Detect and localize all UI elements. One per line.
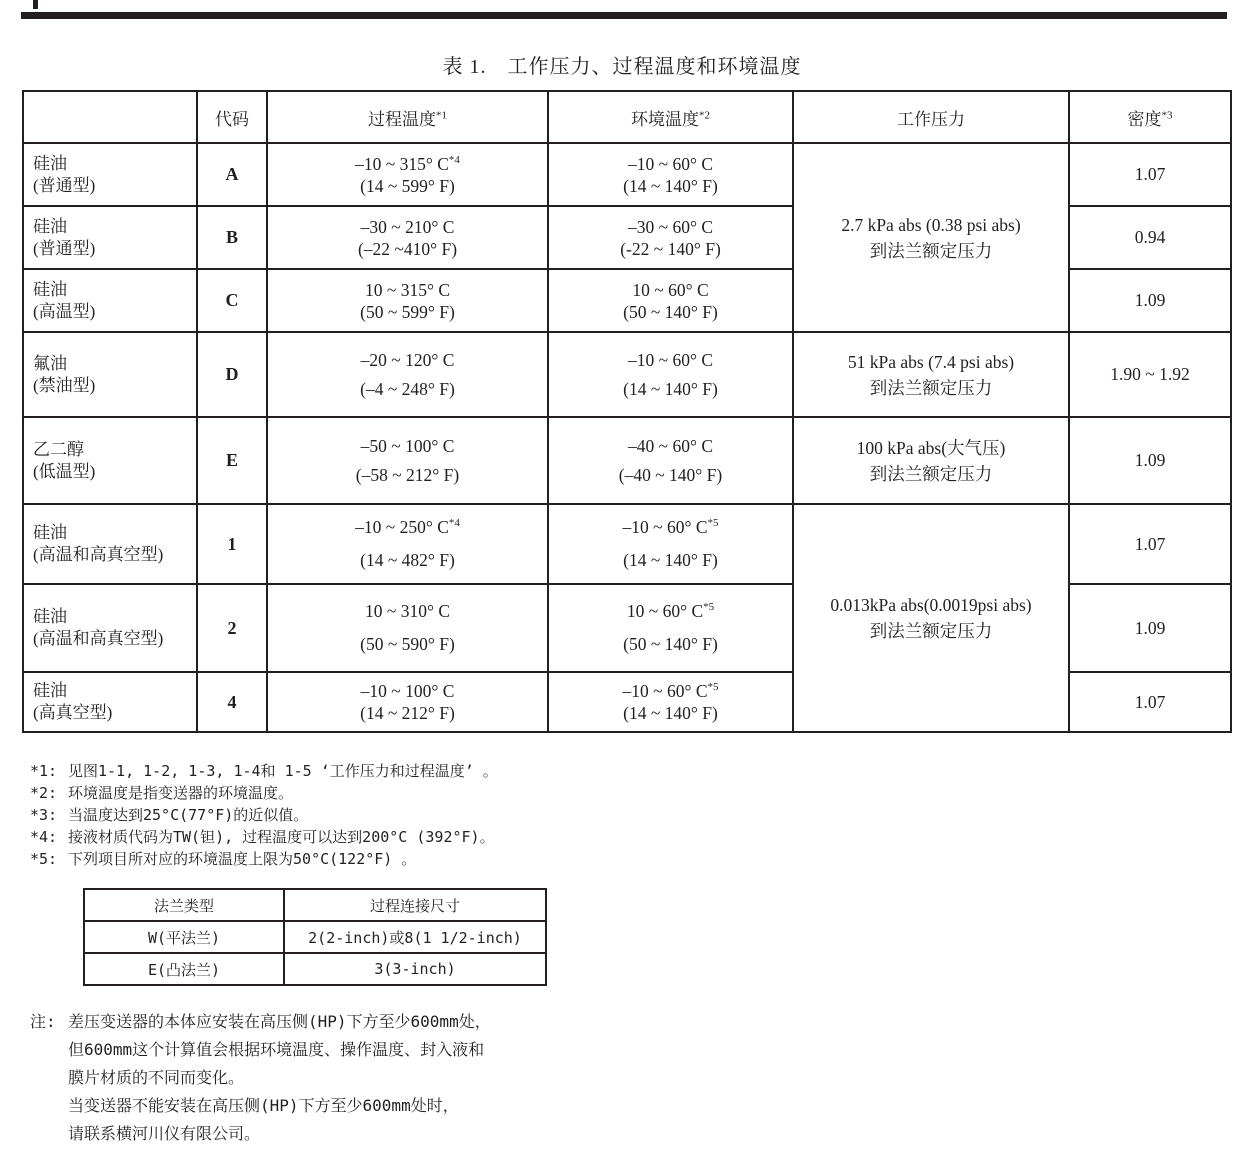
col-header-density-label: 密度 — [1127, 109, 1162, 129]
ambient-temp-cell: –10 ~ 60° $C^{*5}$ (14 ~ 140° F) — [548, 672, 793, 732]
footnote-marker: *5: — [30, 850, 58, 868]
table-header-row — [23, 91, 1231, 143]
page-title: 表 1. 工作压力、过程温度和环境温度 — [442, 56, 802, 78]
col-header-process-temp — [267, 91, 548, 143]
pressure-cell: 51 kPa abs (7.4 psi abs) 到法兰额定压力 — [793, 332, 1069, 417]
fill-name-cell: 硅油 (高温和高真空型) — [23, 584, 197, 672]
process-connection-header: 过程连接尺寸 — [284, 889, 546, 921]
density-cell: 1.09 — [1069, 417, 1231, 504]
note-line: 差压变送器的本体应安装在高压侧(HP)下方至少600mm处， — [68, 1012, 491, 1031]
density-cell: 1.07 — [1069, 504, 1231, 584]
fill-name-cell: 乙二醇 (低温型) — [23, 417, 197, 504]
col-header-pressure: 工作压力 — [793, 91, 1069, 143]
flange-type-header: 法兰类型 — [84, 889, 284, 921]
footnote-ref: *5 — [707, 681, 719, 694]
fill-name-cell: 硅油 (高温型) — [23, 269, 197, 332]
footnote-item — [30, 826, 498, 848]
flange-cell: 2(2-inch)或8(1 1/2-inch) — [284, 921, 546, 953]
density-cell: 0.94 — [1069, 206, 1231, 269]
ambient-temp-cell: –40 ~ 60° C (–40 ~ 140° F) — [548, 417, 793, 504]
table-row — [23, 143, 1231, 206]
pressure-cell: 0.013kPa abs(0.0019psi abs) 到法兰额定压力 — [793, 504, 1069, 732]
footnote-text: 接液材质代码为TW(钽), 过程温度可以达到200°C (392°F)。 — [68, 828, 495, 846]
footnote-marker: *1: — [30, 762, 58, 780]
fill-name-cell: 氟油 (禁油型) — [23, 332, 197, 417]
footnote-marker: *4: — [30, 828, 58, 846]
footnote-ref: *4 — [448, 517, 460, 530]
code-cell: 2 — [197, 584, 267, 672]
page-corner-tick — [33, 0, 38, 9]
pressure-cell: 100 kPa abs(大气压) 到法兰额定压力 — [793, 417, 1069, 504]
note-marker: 注: — [30, 1012, 56, 1031]
code-cell: 4 — [197, 672, 267, 732]
process-temp-cell: –50 ~ 100° C (–58 ~ 212° F) — [267, 417, 548, 504]
ambient-temp-cell: –10 ~ 60° C (14 ~ 140° F) — [548, 143, 793, 206]
ambient-temp-cell: 10 ~ 60° $C^{*5}$ (50 ~ 140° F) — [548, 584, 793, 672]
code-cell: B — [197, 206, 267, 269]
fill-name-cell: 硅油 (普通型) — [23, 206, 197, 269]
footnote-ref: *2 — [699, 108, 710, 121]
footnote-text: 环境温度是指变送器的环境温度。 — [68, 784, 294, 802]
note-text — [68, 1008, 491, 1148]
footnote-ref: *3 — [1161, 108, 1173, 121]
flange-cell: W(平法兰) — [84, 921, 284, 953]
note-line: 当变送器不能安装在高压侧(HP)下方至少600mm处时， — [68, 1096, 459, 1115]
footnote-text: 当温度达到25°C(77°F)的近似值。 — [68, 806, 309, 824]
table-row — [23, 504, 1231, 584]
flange-table — [83, 888, 547, 986]
note-line: 请联系横河川仪有限公司。 — [68, 1124, 261, 1143]
header-rule-bar — [21, 12, 1227, 19]
density-cell: 1.09 — [1069, 584, 1231, 672]
ambient-temp-cell: –10 ~ 60° C (14 ~ 140° F) — [548, 332, 793, 417]
footnote-ref: *5 — [707, 517, 719, 530]
col-header-code: 代码 — [197, 91, 267, 143]
code-cell: D — [197, 332, 267, 417]
code-cell: 1 — [197, 504, 267, 584]
density-cell: 1.90 ~ 1.92 — [1069, 332, 1231, 417]
process-temp-cell: –20 ~ 120° C (–4 ~ 248° F) — [267, 332, 548, 417]
footnote-item — [30, 760, 498, 782]
footnote-text: 见图1-1, 1-2, 1-3, 1-4和 1-5 ‘工作压力和过程温度’ 。 — [68, 762, 498, 780]
footnotes-list — [30, 760, 498, 870]
col-header-process-label: 过程温度 — [368, 109, 436, 129]
note-line: 膜片材质的不同而变化。 — [68, 1068, 245, 1087]
flange-cell: E(凸法兰) — [84, 953, 284, 985]
table-row — [84, 953, 546, 985]
code-cell: A — [197, 143, 267, 206]
flange-cell: 3(3-inch) — [284, 953, 546, 985]
footnote-ref: *1 — [436, 108, 447, 121]
density-cell: 1.07 — [1069, 672, 1231, 732]
footnote-ref: *5 — [703, 601, 715, 614]
footnote-item — [30, 804, 498, 826]
fill-name-cell: 硅油 (高真空型) — [23, 672, 197, 732]
footnote-item — [30, 782, 498, 804]
fill-name-cell: 硅油 (普通型) — [23, 143, 197, 206]
note-line: 但600mm这个计算值会根据环境温度、操作温度、封入液和 — [68, 1040, 485, 1059]
process-temp-cell: 10 ~ 310° C (50 ~ 590° F) — [267, 584, 548, 672]
col-header-density — [1069, 91, 1231, 143]
pressure-cell: 2.7 kPa abs (0.38 psi abs) 到法兰额定压力 — [793, 143, 1069, 332]
flange-header-row — [84, 889, 546, 921]
col-header-ambient-label: 环境温度 — [631, 109, 699, 129]
footnote-text: 下列项目所对应的环境温度上限为50°C(122°F) 。 — [68, 850, 417, 868]
process-temp-cell: –10 ~ 315° $C^{*4}$ (14 ~ 599° F) — [267, 143, 548, 206]
footnote-marker: *2: — [30, 784, 58, 802]
ambient-temp-cell: –10 ~ 60° $C^{*5}$ (14 ~ 140° F) — [548, 504, 793, 584]
footnote-ref: *4 — [448, 153, 460, 166]
col-header-ambient-temp — [548, 91, 793, 143]
code-cell: C — [197, 269, 267, 332]
footnote-marker: *3: — [30, 806, 58, 824]
table-row — [23, 417, 1231, 504]
ambient-temp-cell: –30 ~ 60° C (-22 ~ 140° F) — [548, 206, 793, 269]
footnote-item — [30, 848, 498, 870]
ambient-temp-cell: 10 ~ 60° C (50 ~ 140° F) — [548, 269, 793, 332]
note-block — [30, 1008, 491, 1148]
process-temp-cell: 10 ~ 315° C (50 ~ 599° F) — [267, 269, 548, 332]
process-temp-cell: –10 ~ 100° C (14 ~ 212° F) — [267, 672, 548, 732]
fill-name-cell: 硅油 (高温和高真空型) — [23, 504, 197, 584]
code-cell: E — [197, 417, 267, 504]
process-temp-cell: –30 ~ 210° C (–22 ~410° F) — [267, 206, 548, 269]
density-cell: 1.09 — [1069, 269, 1231, 332]
process-temp-cell: –10 ~ 250° $C^{*4}$ (14 ~ 482° F) — [267, 504, 548, 584]
table-row — [23, 332, 1231, 417]
col-header-blank — [23, 91, 197, 143]
spec-table — [22, 90, 1232, 733]
table-row — [84, 921, 546, 953]
density-cell: 1.07 — [1069, 143, 1231, 206]
